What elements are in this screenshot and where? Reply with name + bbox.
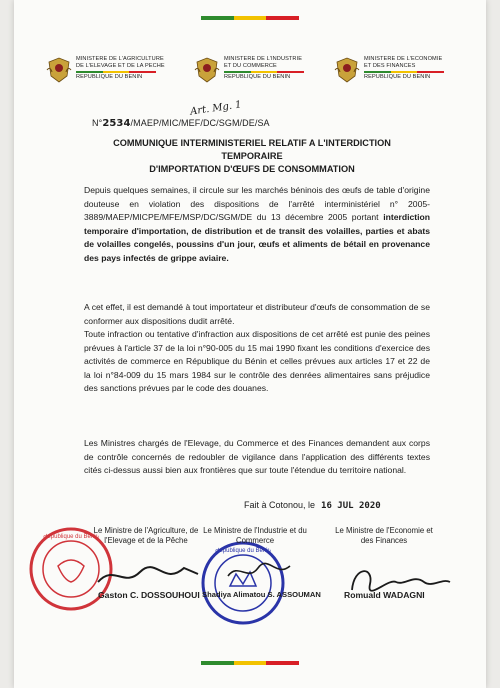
flag-strip-top: [201, 16, 299, 20]
signatory-title-middle: [200, 526, 310, 546]
reference-handwritten-number: 2534: [102, 118, 131, 129]
document-page: [14, 0, 486, 688]
paragraph-2b-text: Toute infraction ou tentative d'infraction aux dispositions de cet arrêté est punie des peines prévues à l'article 37 de la loi n°90-005 du 15 mai 1990 fixant les conditions d'exercice des activités de commerce en République du Bénin et celles prévues aux articles 17 et 22 de la loi n°84-009 du 15 mars 1984 sur le contrôle des denrées alimentaires sans préjudice des sanctions prévues par le code des douanes.: [84, 329, 430, 393]
paragraph-3: [84, 437, 430, 478]
document-title: [84, 137, 420, 176]
date-stamp: 16 JUL 2020: [321, 501, 381, 511]
signatory-title-line2: des Finances: [360, 536, 408, 545]
paragraph-2: [84, 301, 430, 396]
reference-prefix: N°: [92, 118, 103, 128]
signatory-name-left: Gaston C. DOSSOUHOUI: [98, 590, 200, 600]
ministry-flag-bar: [224, 71, 304, 73]
ministry-flag-bar: [76, 71, 156, 73]
signature-left-scribble: [94, 560, 204, 590]
paragraph-2-text: A cet effet, il est demandé à tout importateur et distributeur d'œufs de consommation de se conformer aux dispositions dudit arrêté.: [84, 302, 430, 326]
coat-of-arms-icon: [46, 56, 72, 84]
signatory-title-line1: Le Ministre de l'Industrie et du: [203, 526, 307, 535]
handwritten-annotation: Art. Mg. 1: [189, 99, 243, 118]
signature-middle-scribble: [224, 556, 294, 586]
coat-of-arms-icon: [194, 56, 220, 84]
signatory-name-middle: Shadiya Alimatou S. ASSOUMAN: [202, 590, 321, 599]
place-label: Fait à Cotonou, le: [244, 500, 316, 510]
signatory-title-line2: Commerce: [235, 536, 275, 545]
signatory-name-right: Romuald WADAGNI: [344, 590, 425, 600]
signatory-title-right: [324, 526, 444, 546]
ministry-name-line1: MINISTERE DE L'AGRICULTURE: [76, 56, 164, 62]
signatory-title-line1: Le Ministre de l'Economie et: [335, 526, 433, 535]
ministry-name-line2: DE L'ELEVAGE ET DE LA PECHE: [76, 63, 165, 69]
reference-number: [92, 118, 270, 129]
paragraph-1-text: Depuis quelques semaines, il circule sur les marchés béninois des œufs de table d'origine douteuse en violation des dispositions de l'arrêté interministériel n° 2005-3889/MAEP/MICPE/MFE/MSP/DC/SGM/DE du 13 décembre 2005 portant: [84, 185, 430, 222]
ministry-country: REPUBLIQUE DU BENIN: [364, 73, 431, 80]
stamp-middle-text: République du Bénin: [215, 548, 271, 554]
ministry-name-line2: ET DU COMMERCE: [224, 63, 277, 69]
ministry-header-industry: [194, 56, 304, 84]
ministry-header-agriculture: [46, 56, 165, 84]
ministry-name-line1: MINISTERE DE L'INDUSTRIE: [224, 56, 303, 62]
ministry-country: REPUBLIQUE DU BENIN: [76, 73, 143, 80]
signatory-title-left: [76, 526, 216, 546]
paragraph-3-text: Les Ministres chargés de l'Elevage, du Commerce et des Finances demandent aux corps de contrôle concernés de redoubler de vigilance dans l'application des différents textes cités ci-dessus aussi bien aux frontières que sur toute l'étendue du territoire national.: [84, 438, 430, 475]
ministry-name-line1: MINISTERE DE L'ECONOMIE: [364, 56, 443, 62]
flag-strip-bottom: [201, 661, 299, 665]
signatory-title-line2: l'Elevage et de la Pêche: [104, 536, 188, 545]
ministry-flag-bar: [364, 71, 444, 73]
coat-of-arms-icon: [334, 56, 360, 84]
ministry-name-line2: ET DES FINANCES: [364, 63, 416, 69]
paragraph-1: [84, 184, 430, 265]
title-line-1: COMMUNIQUE INTERMINISTERIEL RELATIF A L'INTERDICTION TEMPORAIRE: [113, 138, 391, 161]
title-line-2: D'IMPORTATION D'ŒUFS DE CONSOMMATION: [149, 164, 355, 174]
paragraph-1-bold-text: interdiction temporaire d'importation, de distribution et de transit des volailles, parties et abats de volailles congelés, poussins d'un jour, œufs et aliments de bétail en provenance des pays infectés de grippe aviaire.: [84, 212, 430, 263]
reference-suffix: /MAEP/MIC/MEF/DC/SGM/DE/SA: [130, 118, 270, 128]
place-and-date: [244, 500, 381, 511]
ministry-country: REPUBLIQUE DU BENIN: [224, 73, 291, 80]
signatory-title-line1: Le Ministre de l'Agriculture, de: [93, 526, 199, 535]
ministry-header-economy: [334, 56, 444, 84]
stamp-left-text: République du Bénin: [43, 534, 99, 540]
